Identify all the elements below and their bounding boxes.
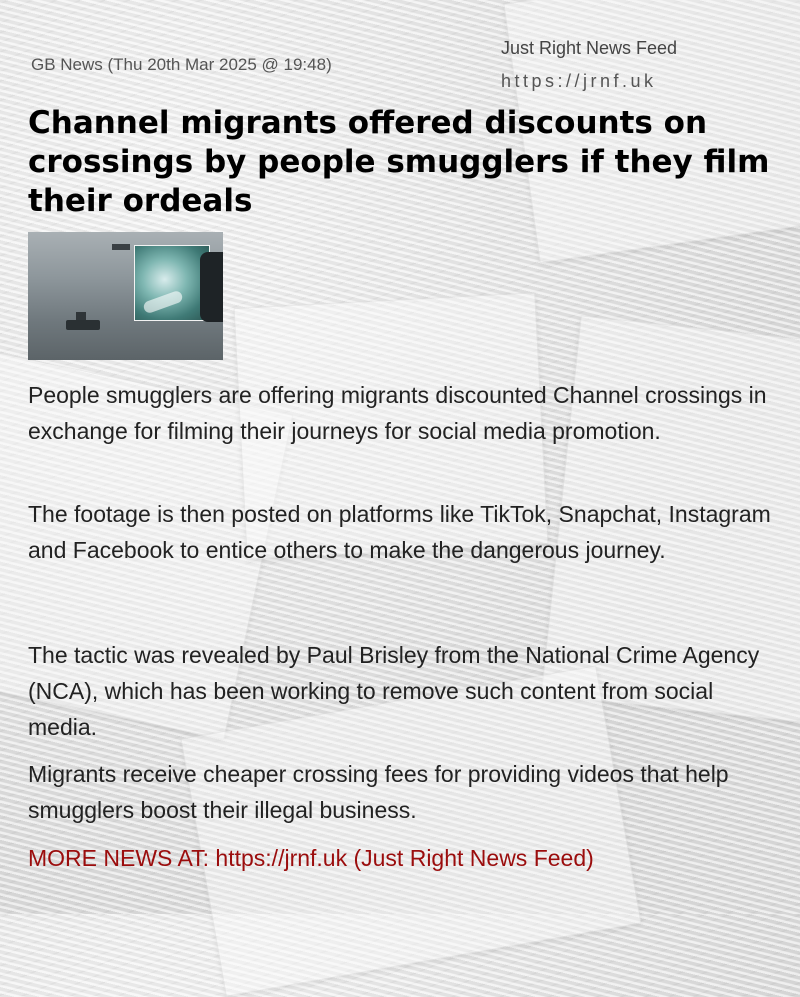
- article-headline: Channel migrants offered discounts on crossings by people smugglers if they film their ordeals: [28, 105, 770, 219]
- more-news-link[interactable]: MORE NEWS AT: https://jrnf.uk (Just Right News Feed): [28, 845, 594, 871]
- brand-url[interactable]: https://jrnf.uk: [501, 71, 657, 91]
- dinghy-hull-shape: [200, 252, 223, 322]
- patrol-boat-shape: [66, 320, 100, 330]
- distant-boat-shape: [112, 244, 130, 250]
- article-paragraph: The tactic was revealed by Paul Brisley from the National Crime Agency (NCA), which has been working to remove such content from social media.: [28, 642, 760, 740]
- source-dateline: GB News (Thu 20th Mar 2025 @ 19:48): [31, 55, 332, 74]
- article-paragraph: The footage is then posted on platforms like TikTok, Snapchat, Instagram and Facebook to entice others to make the dangerous journey.: [28, 501, 771, 563]
- brand-name: Just Right News Feed: [501, 38, 678, 58]
- article-paragraph: People smugglers are offering migrants discounted Channel crossings in exchange for filming their journeys for social media promotion.: [28, 382, 767, 444]
- article-paragraph: Migrants receive cheaper crossing fees for providing videos that help smugglers boost their illegal business.: [28, 761, 729, 823]
- header: [0, 0, 800, 100]
- inset-water-image: [134, 245, 210, 321]
- article-thumbnail-image: [28, 232, 223, 360]
